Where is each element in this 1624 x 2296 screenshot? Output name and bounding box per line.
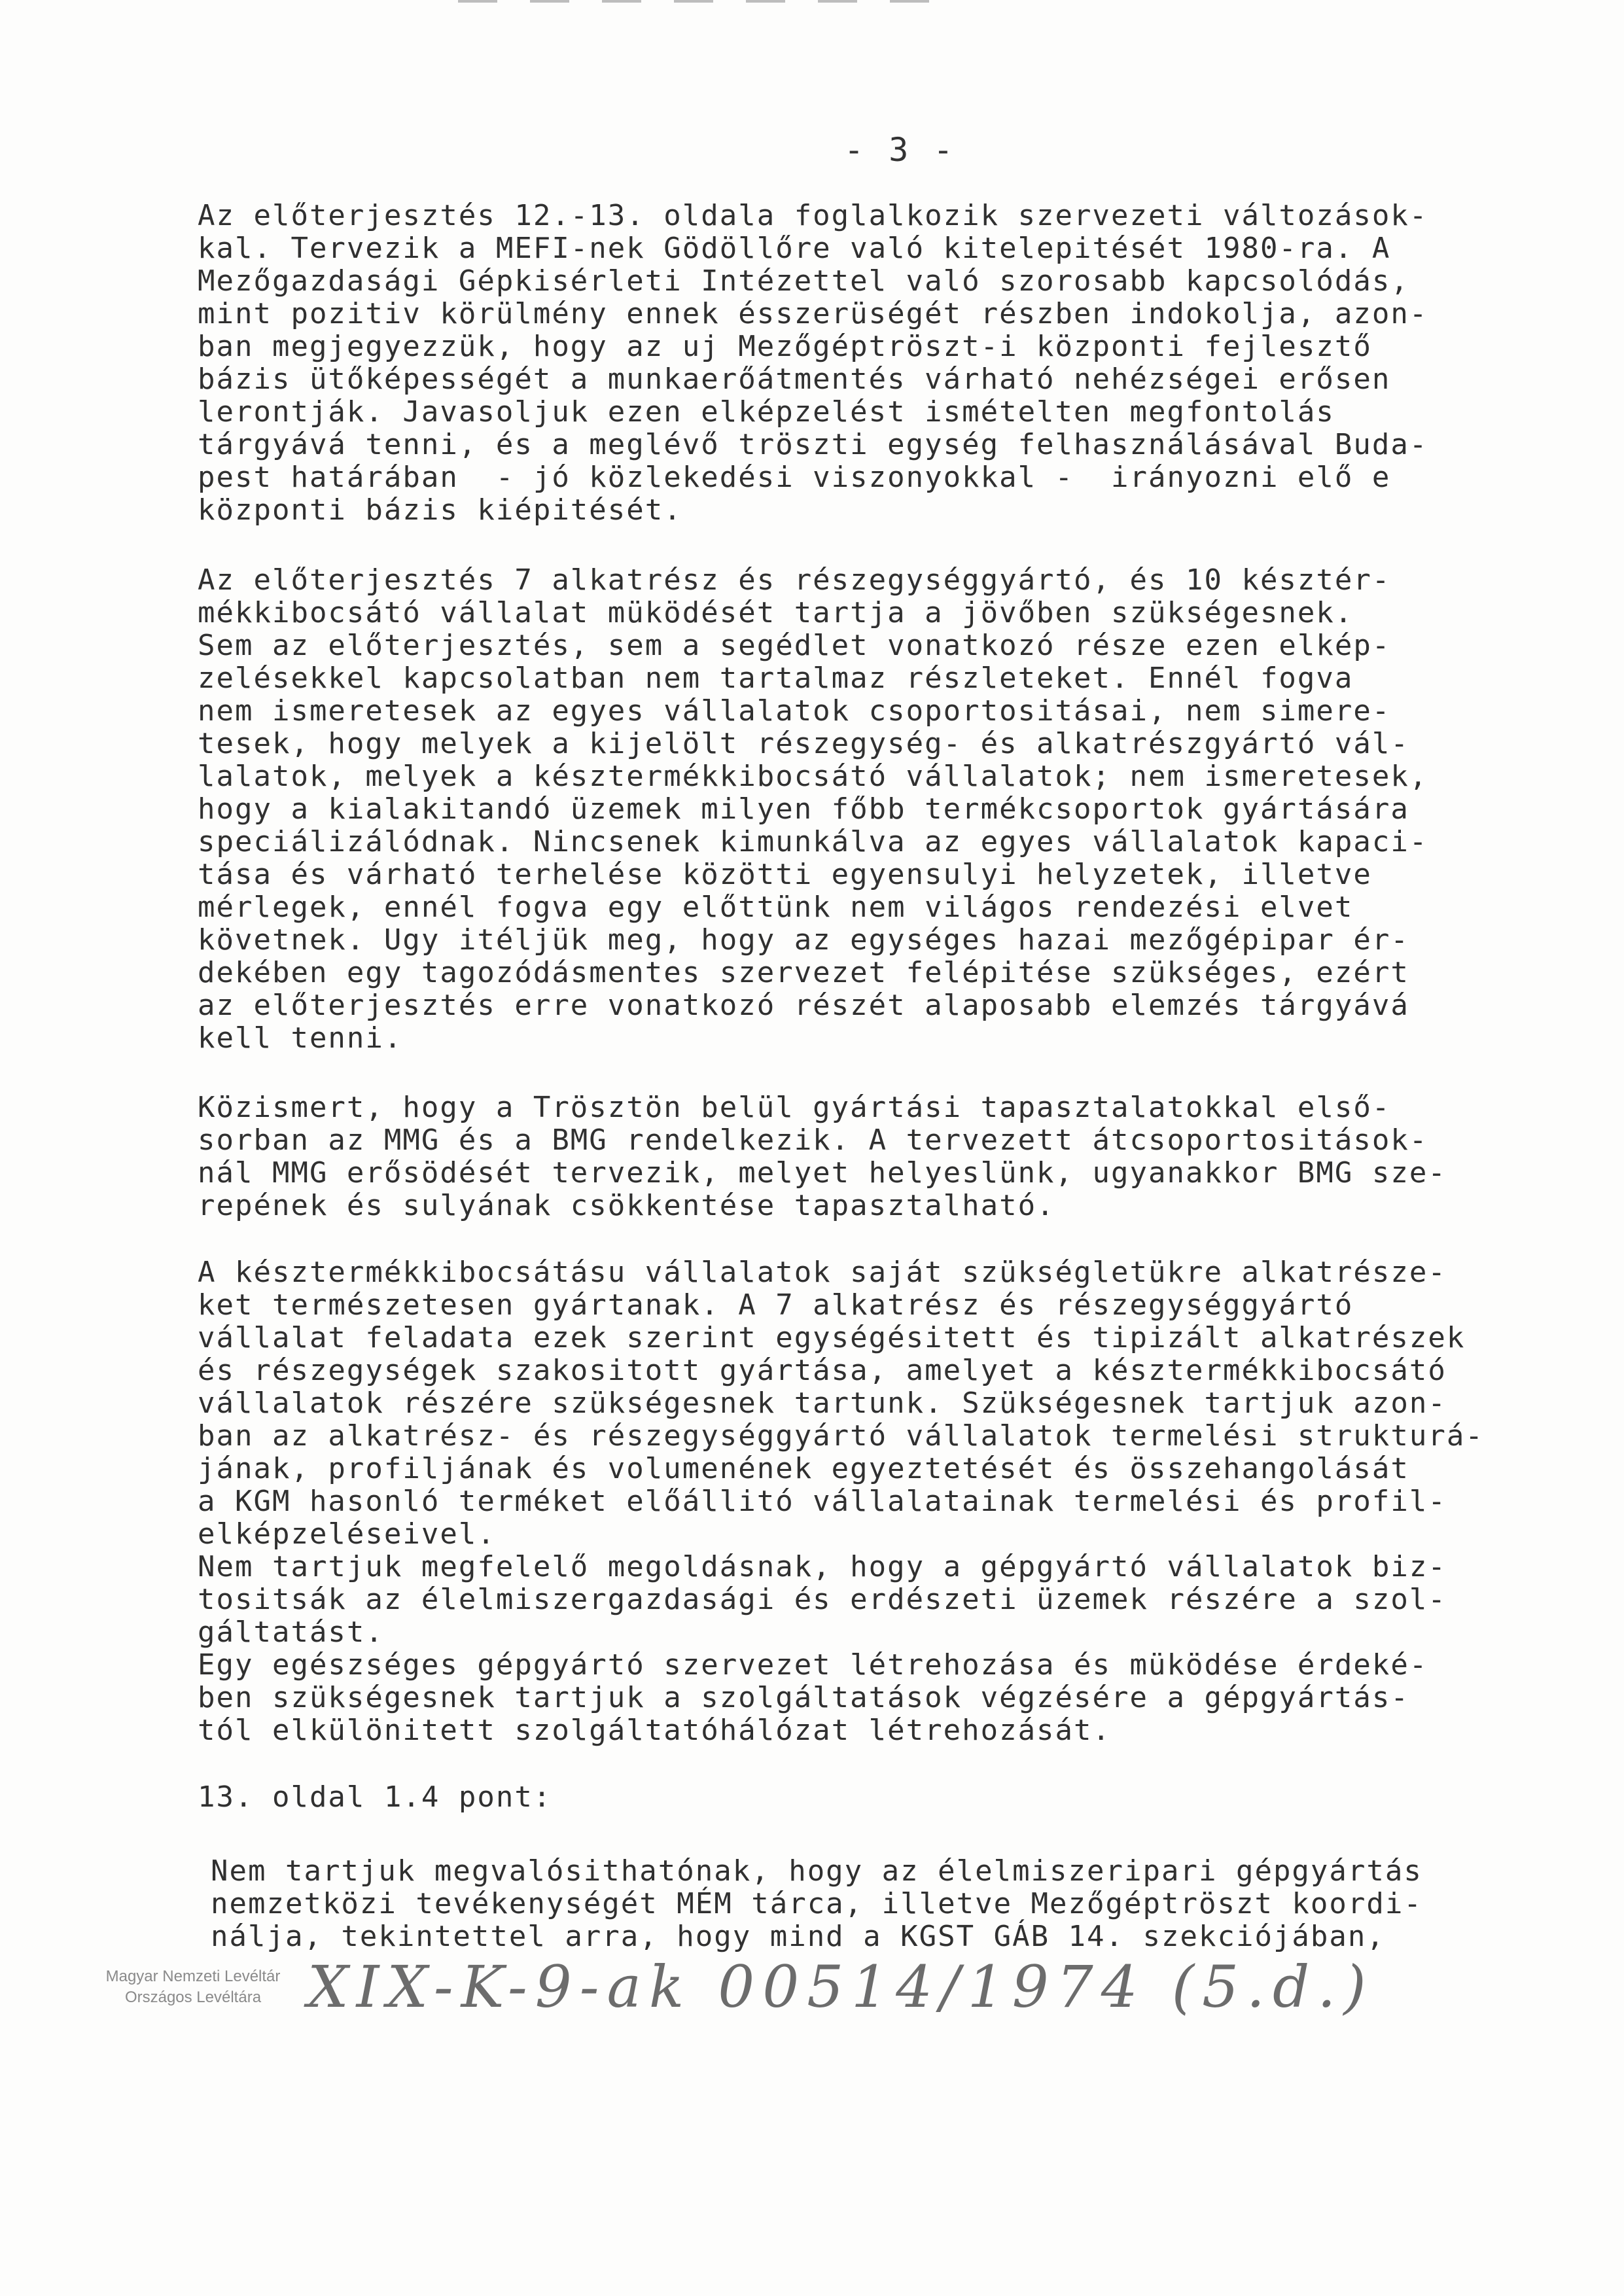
text-line: Egy egészséges gépgyártó szervezet létrehozása és müködése érdeké- bbox=[198, 1648, 1428, 1682]
text-line: lalatok, melyek a késztermékkibocsátó vállalatok; nem ismeretesek, bbox=[198, 760, 1428, 793]
archive-stamp-line: Magyar Nemzeti Levéltár bbox=[105, 1968, 281, 1985]
text-line: speciálizálódnak. Nincsenek kimunkálva az egyes vállalatok kapaci- bbox=[198, 825, 1428, 858]
text-line: ben szükségesnek tartjuk a szolgáltatások végzésére a gépgyártás- bbox=[198, 1681, 1409, 1714]
scan-edge-mark bbox=[458, 0, 936, 3]
text-line: a KGM hasonló terméket előállitó vállalatainak termelési és profil- bbox=[198, 1485, 1447, 1518]
text-line: nálja, tekintettel arra, hogy mind a KGST GÁB 14. szekciójában, bbox=[211, 1920, 1385, 1953]
text-line: bázis ütőképességét a munkaerőátmentés várható nehézségei erősen bbox=[198, 362, 1391, 396]
text-line: kal. Tervezik a MEFI-nek Gödöllőre való kitelepitését 1980-ra. A bbox=[198, 232, 1391, 265]
text-line: Nem tartjuk megvalósithatónak, hogy az élelmiszeripari gépgyártás bbox=[211, 1854, 1422, 1888]
handwritten-archive-reference: XIX-K-9-ak 00514/1974 (5.d.) bbox=[308, 1953, 1374, 2021]
text-line: repének és sulyának csökkentése tapasztalható. bbox=[198, 1189, 1055, 1222]
paragraph-5-section-heading bbox=[198, 1781, 1578, 1814]
archive-stamp-line: Országos Levéltára bbox=[124, 1988, 262, 2006]
paragraph-6 bbox=[211, 1855, 1591, 1953]
text-line: Közismert, hogy a Trösztön belül gyártási tapasztalatokkal első- bbox=[198, 1091, 1391, 1124]
text-line: dekében egy tagozódásmentes szervezet felépitése szükséges, ezért bbox=[198, 956, 1409, 989]
text-line: vállalat feladata ezek szerint egységésitett és tipizált alkatrészek bbox=[198, 1321, 1466, 1354]
text-line: hogy a kialakitandó üzemek milyen főbb termékcsoportok gyártására bbox=[198, 792, 1409, 826]
text-line: központi bázis kiépitését. bbox=[198, 493, 682, 527]
text-line: az előterjesztés erre vonatkozó részét alaposabb elemzés tárgyává bbox=[198, 989, 1409, 1022]
text-line: pest határában - jó közlekedési viszonyokkal - irányozni elő e bbox=[198, 461, 1391, 494]
text-line: Az előterjesztés 12.-13. oldala foglalkozik szervezeti változások- bbox=[198, 199, 1428, 232]
text-line: nál MMG erősödését tervezik, melyet helyeslünk, ugyanakkor BMG sze- bbox=[198, 1156, 1447, 1190]
paragraph-2 bbox=[198, 564, 1578, 1055]
text-line: vállalatok részére szükségesnek tartunk. Szükségesnek tartjuk azon- bbox=[198, 1386, 1447, 1420]
paragraph-3 bbox=[198, 1091, 1578, 1222]
text-line: mint pozitiv körülmény ennek ésszerüségét részben indokolja, azon- bbox=[198, 297, 1428, 330]
page-number: - 3 - bbox=[844, 131, 956, 169]
text-line: tositsák az élelmiszergazdasági és erdészeti üzemek részére a szol- bbox=[198, 1583, 1447, 1616]
text-line: tása és várható terhelése közötti egyensulyi helyzetek, illetve bbox=[198, 858, 1372, 891]
text-line: elképzeléseivel. bbox=[198, 1517, 496, 1551]
text-line: ban az alkatrész- és részegységgyártó vállalatok termelési strukturá- bbox=[198, 1419, 1484, 1453]
text-line: és részegységek szakositott gyártása, amelyet a késztermékkibocsátó bbox=[198, 1354, 1447, 1387]
text-line: Sem az előterjesztés, sem a segédlet vonatkozó része ezen elkép- bbox=[198, 629, 1391, 662]
paragraph-4 bbox=[198, 1256, 1578, 1747]
text-line: mékkibocsátó vállalat müködését tartja a jövőben szükségesnek. bbox=[198, 596, 1354, 629]
text-line: 13. oldal 1.4 pont: bbox=[198, 1780, 552, 1814]
text-line: tárgyává tenni, és a meglévő tröszti egység felhasználásával Buda- bbox=[198, 428, 1428, 461]
text-line: gáltatást. bbox=[198, 1616, 384, 1649]
text-line: mérlegek, ennél fogva egy előttünk nem világos rendezési elvet bbox=[198, 891, 1354, 924]
text-line: A késztermékkibocsátásu vállalatok saját szükségletükre alkatrésze- bbox=[198, 1256, 1447, 1289]
text-line: sorban az MMG és a BMG rendelkezik. A tervezett átcsoportositások- bbox=[198, 1123, 1428, 1157]
text-line: lerontják. Javasoljuk ezen elképzelést ismételten megfontolás bbox=[198, 395, 1335, 429]
text-line: ket természetesen gyártanak. A 7 alkatrész és részegységgyártó bbox=[198, 1288, 1354, 1322]
text-line: követnek. Ugy itéljük meg, hogy az egységes hazai mezőgépipar ér- bbox=[198, 923, 1409, 957]
text-line: Az előterjesztés 7 alkatrész és részegységgyártó, és 10 késztér- bbox=[198, 563, 1391, 597]
text-line: tesek, hogy melyek a kijelölt részegység- és alkatrészgyártó vál- bbox=[198, 727, 1409, 760]
text-line: nemzetközi tevékenységét MÉM tárca, illetve Mezőgéptröszt koordi- bbox=[211, 1887, 1422, 1920]
archive-stamp bbox=[85, 1966, 301, 2008]
text-line: Mezőgazdasági Gépkisérleti Intézettel való szorosabb kapcsolódás, bbox=[198, 264, 1409, 298]
text-line: nem ismeretesek az egyes vállalatok csoportositásai, nem simere- bbox=[198, 694, 1391, 728]
text-line: zelésekkel kapcsolatban nem tartalmaz részleteket. Ennél fogva bbox=[198, 662, 1354, 695]
text-line: ban megjegyezzük, hogy az uj Mezőgéptröszt-i központi fejlesztő bbox=[198, 330, 1372, 363]
text-line: Nem tartjuk megfelelő megoldásnak, hogy a gépgyártó vállalatok biz- bbox=[198, 1550, 1447, 1583]
text-line: tól elkülönitett szolgáltatóhálózat létrehozását. bbox=[198, 1714, 1112, 1747]
paragraph-1 bbox=[198, 200, 1578, 527]
text-line: kell tenni. bbox=[198, 1021, 403, 1055]
text-line: jának, profiljának és volumenének egyeztetését és összehangolását bbox=[198, 1452, 1409, 1485]
